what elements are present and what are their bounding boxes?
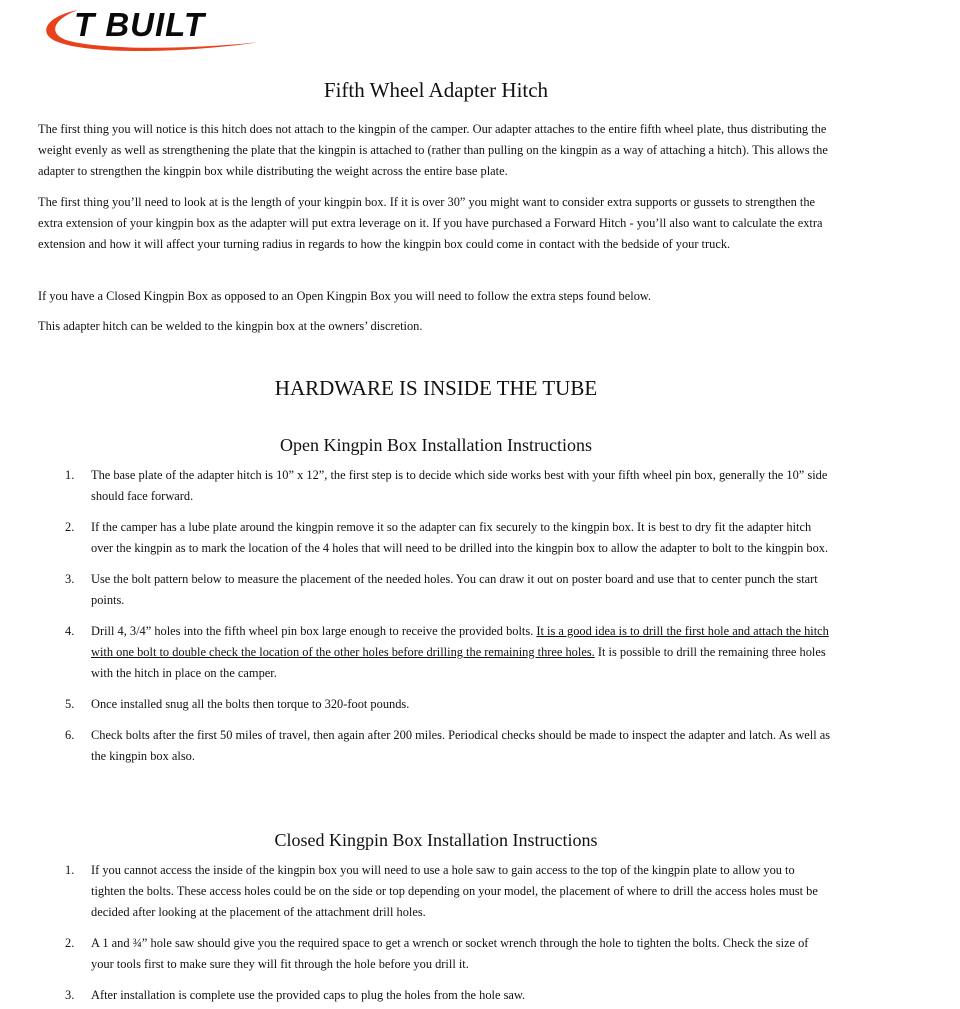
list-item: 5. Once installed snug all the bolts then torque to 320-foot pounds. [65,697,410,711]
logo-text: T BUILT [74,6,206,43]
closed-kingpin-heading: Closed Kingpin Box Installation Instructions [274,830,598,850]
underlined-tip: It is a good idea is to drill the first hole and attach the hitch with one bolt to double check the location of the other holes before drilling the remaining three holes. [91,624,829,659]
list-item: 1. The base plate of the adapter hitch is 10” x 12”, the first step is to decide which side works best with your fifth wheel pin box, generally the 10” side should face forward. [65,468,828,503]
list-item: 1. If you cannot access the inside of the kingpin box you will need to use a hole saw to gain access to the top of the kingpin plate to allow you to tighten the bolts. These access holes could be on the side or top depending on your model, the placement of where to drill the access holes must be decided after looking at the placement of the attachment drill holes. [65,863,818,919]
list-item: 6. Check bolts after the first 50 miles of travel, then again after 200 miles. Periodical checks should be made to inspect the adapter and latch. As well as the kingpin box also. [65,728,831,763]
list-item: 3. After installation is complete use the provided caps to plug the holes from the hole saw. [65,988,526,1002]
list-item: 2. A 1 and ¾” hole saw should give you the required space to get a wrench or socket wrench through the hole to tighten the bolts. Check the size of your tools first to make sure they will fit through the hole before you drill it. [65,936,809,971]
intro-paragraph-1: The first thing you will notice is this hitch does not attach to the kingpin of the camper. Our adapter attaches to the entire fifth wheel plate, thus distributing the weight evenly as well as strengthening the plate that the kingpin is attached to (rather than pulling on the kingpin as a way of attaching a hitch). This allows the adapter to strengthen the kingpin box while distributing the weight across the entire base plate. [38,122,828,178]
list-item: 4. Drill 4, 3/4” holes into the fifth wheel pin box large enough to receive the provided bolts. It is a good idea is to drill the first hole and attach the hitch with one bolt to double check the location of the other holes before drilling the remaining three holes. It is possible to drill the remaining three holes with the hitch in place on the camper. [65,624,829,680]
hardware-heading: HARDWARE IS INSIDE THE TUBE [274,376,598,400]
list-item: 2. If the camper has a lube plate around the kingpin remove it so the adapter can fix securely to the kingpin box. It is best to dry fit the adapter hitch over the kingpin as to mark the location of the 4 holes that will need to be drilled into the kingpin box to allow the adapter to bolt to the kingpin box. [65,520,829,555]
open-kingpin-steps [0,465,840,767]
page-title: Fifth Wheel Adapter Hitch [323,78,549,102]
intro-paragraph-3: If you have a Closed Kingpin Box as opposed to an Open Kingpin Box you will need to follow the extra steps found below. [38,289,652,303]
intro-paragraph-2: The first thing you’ll need to look at is the length of your kingpin box. If it is over 30” you might want to consider extra supports or gussets to strengthen the extra extension of your kingpin box as the adapter will put extra leverage on it. If you have purchased a Forward Hitch - you’ll also want to calculate the extra extension and how it will affect your turning radius in regards to how the kingpin box could come in contact with the bedside of your truck. [38,195,823,251]
open-kingpin-heading: Open Kingpin Box Installation Instructions [280,435,592,455]
closed-kingpin-steps [0,860,840,1006]
intro-paragraph-4: This adapter hitch can be welded to the kingpin box at the owners’ discretion. [38,319,423,333]
t-built-logo [38,4,268,56]
list-item: 3. Use the bolt pattern below to measure the placement of the needed holes. You can draw it out on poster board and use that to center punch the start points. [65,572,818,607]
